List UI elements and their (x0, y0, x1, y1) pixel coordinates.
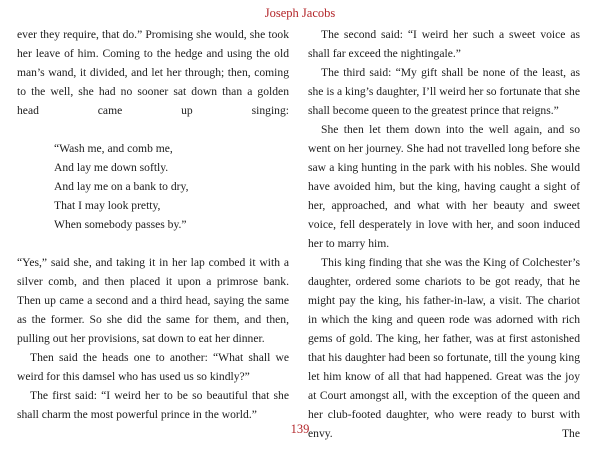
paragraph: This king finding that she was the King of Colchester’s daughter, ordered some chariots to be got ready, that he might pay the king, his father-in-law, a visit. The chariot in which the king and queen rode was adorned with rich gems of gold. The king, her father, was at first astonished that his daughter had been so fortunate, till the young king let him know of all that had happened. Great was the joy at Court amongst all, with the exception of the queen and her club-footed daughter, who were ready to burst with envy. The (308, 256, 580, 440)
running-header: Joseph Jacobs (264, 6, 336, 20)
page-number: 139 (290, 422, 310, 436)
poem-line: And lay me down softly. (54, 161, 169, 174)
paragraph: ever they require, that do.” Promising she would, she took her leave of him. Coming to the hedge and using the old man’s wand, it divided, and let her through; then, coming to the well, she had no sooner sat down than a golden head came up singing: (17, 28, 289, 117)
left-column (17, 25, 289, 424)
paragraph: The third said: “My gift shall be none of the least, as she is a king’s daughter, I’ll weird her so fortunate that she shall become queen to the greatest prince that reigns.” (308, 66, 580, 117)
paragraph: She then let them down into the well again, and so went on her journey. She had not travelled long before she saw a king hunting in the park with his nobles. She would have avoided him, but the king, having caught a sight of her, approached, and what with her beauty and sweet voice, fell desperately in love with her, and soon induced her to marry him. (308, 123, 580, 250)
paragraph: The second said: “I weird her such a sweet voice as shall far exceed the nightingale.” (308, 28, 580, 60)
poem-verse (54, 139, 289, 234)
right-column (308, 25, 580, 443)
poem-line: And lay me on a bank to dry, (54, 180, 189, 193)
poem-line: That I may look pretty, (54, 199, 161, 212)
paragraph: Then said the heads one to another: “What shall we weird for this damsel who has used us so kindly?” (17, 351, 289, 383)
poem-line: When somebody passes by.” (54, 218, 187, 231)
paragraph: “Yes,” said she, and taking it in her lap combed it with a silver comb, and then placed it upon a primrose bank. Then up came a second and a third head, saying the same as the former. So she did the same for them, and then, pulling out her provisions, sat down to eat her dinner. (17, 256, 289, 345)
paragraph: The first said: “I weird her to be so beautiful that she shall charm the most powerful prince in the world.” (17, 389, 289, 421)
poem-line: “Wash me, and comb me, (54, 142, 173, 155)
